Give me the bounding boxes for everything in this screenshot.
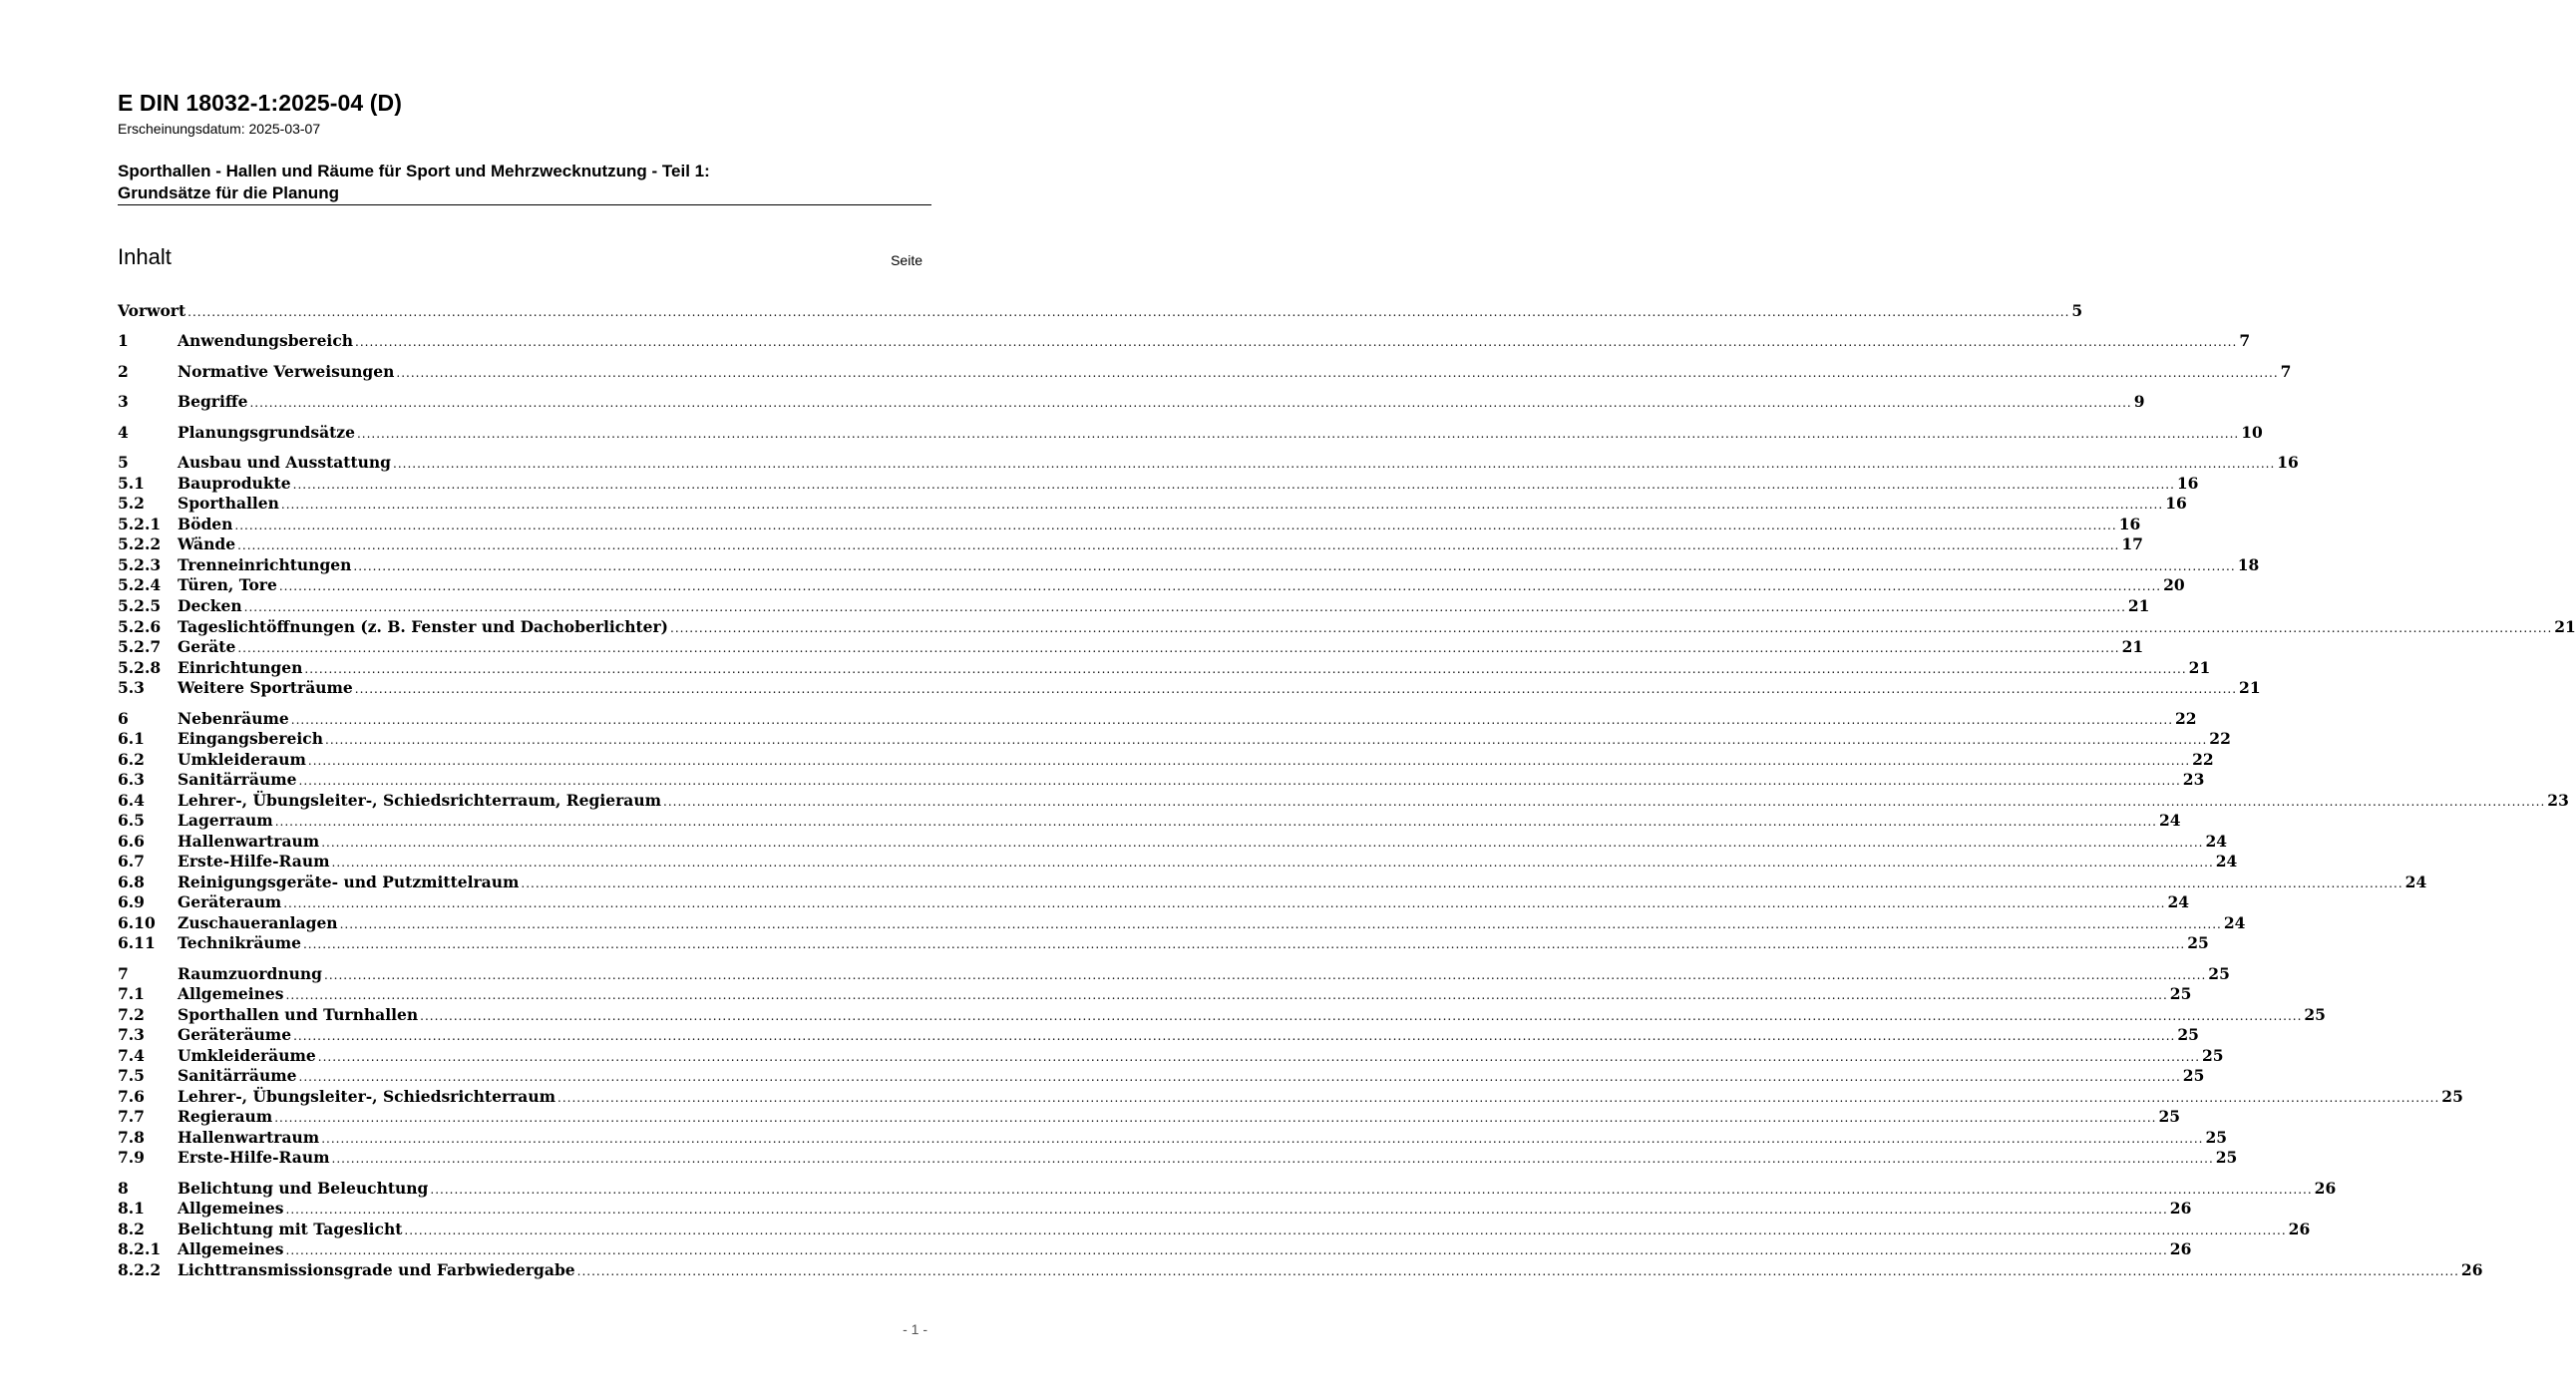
- toc-entry[interactable]: [118, 873, 2427, 892]
- toc-entry-page: 9: [2133, 392, 2145, 411]
- toc-entry-page: 16: [2118, 515, 2141, 533]
- toc-dot-leader: [286, 985, 2168, 1005]
- toc-entry-number: 8.1: [118, 1199, 145, 1218]
- toc-dot-leader: [404, 1221, 2286, 1240]
- toc-dot-leader: [324, 965, 2206, 985]
- toc-dot-leader: [357, 424, 2239, 444]
- toc-entry-title: Allgemeines: [178, 984, 284, 1003]
- toc-entry[interactable]: [118, 494, 2187, 514]
- toc-dot-leader: [332, 1149, 2214, 1169]
- toc-entry[interactable]: [118, 575, 2185, 595]
- document-title-line-1: Sporthallen - Hallen und Räume für Sport und Mehrzwecknutzung - Teil 1:: [118, 162, 710, 180]
- toc-entry-page: 24: [2158, 811, 2181, 830]
- toc-entry-number: 6: [118, 709, 129, 728]
- toc-entry-page: 24: [2215, 852, 2238, 871]
- toc-entry[interactable]: [118, 1005, 2326, 1025]
- toc-entry-number: 6.10: [118, 913, 156, 932]
- toc-entry-page: 26: [2314, 1179, 2337, 1198]
- toc-entry-title: Ausbau und Ausstattung: [178, 453, 391, 472]
- toc-dot-leader: [318, 1047, 2200, 1067]
- toc-entry[interactable]: [118, 770, 2205, 790]
- toc-entry-title: Sporthallen: [178, 494, 279, 513]
- toc-entry-page: 24: [2167, 892, 2190, 911]
- toc-entry[interactable]: [118, 750, 2214, 770]
- toc-entry[interactable]: [118, 913, 2246, 933]
- toc-entry[interactable]: [118, 1199, 2192, 1219]
- toc-entry[interactable]: [118, 453, 2299, 473]
- toc-entry-title: Lagerraum: [178, 811, 273, 830]
- toc-entry-number: 6.1: [118, 729, 145, 748]
- toc-entry-page: 16: [2277, 453, 2299, 472]
- toc-entry[interactable]: [118, 362, 2292, 382]
- toc-entry[interactable]: [118, 678, 2261, 698]
- toc-entry-page: 22: [2209, 729, 2231, 748]
- toc-entry-page: 26: [2169, 1239, 2192, 1258]
- publication-date: Erscheinungsdatum: 2025-03-07: [118, 121, 321, 137]
- toc-entry-number: 5.2.1: [118, 515, 162, 533]
- toc-entry[interactable]: [118, 658, 2211, 678]
- toc-entry-title: Technikräume: [178, 933, 301, 952]
- toc-dot-leader: [291, 710, 2173, 730]
- toc-entry-number: 4: [118, 423, 129, 442]
- toc-entry[interactable]: [118, 811, 2181, 831]
- toc-dot-leader: [340, 914, 2222, 934]
- toc-entry-number: 6.7: [118, 852, 145, 871]
- toc-entry-number: 7.1: [118, 984, 145, 1003]
- toc-entry-title: Raumzuordnung: [178, 964, 323, 983]
- toc-entry-title: Erste-Hilfe-Raum: [178, 1148, 330, 1167]
- toc-dot-leader: [237, 638, 2119, 658]
- toc-entry-page: 26: [2169, 1199, 2192, 1218]
- toc-entry-page: 22: [2175, 709, 2197, 728]
- toc-entry-page: 25: [2202, 1046, 2224, 1065]
- toc-entry[interactable]: [118, 1148, 2238, 1168]
- toc-entry-title: Einrichtungen: [178, 658, 303, 677]
- toc-dot-leader: [521, 874, 2402, 893]
- toc-entry-page: 26: [2288, 1220, 2311, 1238]
- toc-entry-title: Zuschaueranlagen: [178, 913, 338, 932]
- toc-entry-title: Umkleideraum: [178, 750, 306, 769]
- toc-entry-page: 21: [2239, 678, 2261, 697]
- toc-dot-leader: [281, 495, 2163, 515]
- toc-dot-leader: [286, 1200, 2168, 1220]
- toc-entry[interactable]: [118, 1239, 2192, 1259]
- toc-entry[interactable]: [118, 1179, 2337, 1199]
- toc-entry-page: 25: [2158, 1107, 2181, 1126]
- toc-heading: Inhalt: [118, 244, 172, 269]
- toc-entry-title: Eingangsbereich: [178, 729, 324, 748]
- toc-dot-leader: [234, 516, 2116, 535]
- toc-entry[interactable]: [118, 474, 2199, 494]
- toc-entry-number: 2: [118, 362, 129, 381]
- toc-dot-leader: [279, 576, 2161, 596]
- toc-entry-number: 5.2.6: [118, 617, 162, 636]
- toc-entry-title: Sanitärräume: [178, 770, 297, 789]
- toc-entry-number: 8.2.1: [118, 1239, 162, 1258]
- toc-entry[interactable]: [118, 1087, 2463, 1107]
- toc-entry-title: Geräteraum: [178, 892, 282, 911]
- toc-entry[interactable]: [118, 1066, 2205, 1086]
- toc-entry[interactable]: [118, 1107, 2181, 1127]
- toc-entry-number: 1: [118, 331, 129, 350]
- toc-entry-title: Normative Verweisungen: [178, 362, 395, 381]
- toc-dot-leader: [286, 1240, 2168, 1260]
- toc-entry-title: Begriffe: [178, 392, 248, 411]
- toc-dot-leader: [557, 1088, 2439, 1108]
- toc-entry[interactable]: [118, 791, 2569, 811]
- toc-entry-number: 5.2.7: [118, 637, 162, 656]
- toc-entry-page: 21: [2127, 596, 2150, 615]
- toc-entry-page: 23: [2182, 770, 2205, 789]
- toc-entry-number: 5.1: [118, 474, 145, 493]
- toc-entry-page: 7: [2280, 362, 2292, 381]
- toc-entry-number: 7: [118, 964, 129, 983]
- toc-dot-leader: [244, 597, 2126, 617]
- toc-entry-page: 25: [2182, 1066, 2205, 1085]
- toc-entry-number: 7.9: [118, 1148, 145, 1167]
- toc-entry-page: 25: [2187, 933, 2209, 952]
- toc-dot-leader: [321, 1129, 2203, 1149]
- toc-entry-number: 7.5: [118, 1066, 145, 1085]
- toc-entry-number: 7.7: [118, 1107, 145, 1126]
- toc-entry[interactable]: [118, 852, 2238, 872]
- toc-dot-leader: [274, 1108, 2156, 1128]
- toc-dot-leader: [355, 679, 2237, 699]
- toc-entry-number: 6.3: [118, 770, 145, 789]
- table-of-contents: [118, 0, 2576, 1399]
- toc-entry[interactable]: [118, 637, 2144, 657]
- toc-entry-page: 24: [2404, 873, 2427, 891]
- document-id: E DIN 18032-1:2025-04 (D): [118, 90, 403, 116]
- toc-entry[interactable]: [118, 596, 2150, 616]
- toc-entry[interactable]: [118, 331, 2251, 351]
- toc-entry-page: 22: [2192, 750, 2214, 769]
- toc-dot-leader: [187, 302, 2069, 322]
- toc-entry[interactable]: [118, 832, 2228, 852]
- toc-entry-title: Geräteräume: [178, 1025, 292, 1044]
- toc-entry-number: 7.8: [118, 1128, 145, 1147]
- toc-entry-page: 25: [2208, 964, 2230, 983]
- toc-entry-page: 26: [2460, 1260, 2483, 1279]
- toc-dot-leader: [321, 833, 2203, 853]
- toc-entry[interactable]: [118, 301, 2083, 321]
- toc-entry[interactable]: [118, 423, 2263, 443]
- toc-dot-leader: [237, 535, 2119, 555]
- toc-entry-page: 25: [2215, 1148, 2238, 1167]
- toc-dot-leader: [577, 1261, 2459, 1281]
- toc-entry-title: Tageslichtöffnungen (z. B. Fenster und Dachoberlichter): [178, 617, 668, 636]
- toc-entry-number: 8.2.2: [118, 1260, 162, 1279]
- toc-entry-page: 21: [2121, 637, 2144, 656]
- toc-dot-leader: [304, 659, 2186, 679]
- toc-entry-number: 7.2: [118, 1005, 145, 1024]
- toc-dot-leader: [249, 393, 2131, 413]
- toc-entry-page: 17: [2121, 534, 2143, 553]
- toc-entry-page: 16: [2165, 494, 2187, 513]
- toc-dot-leader: [325, 730, 2207, 750]
- toc-entry-number: 6.4: [118, 791, 145, 810]
- toc-entry[interactable]: [118, 617, 2576, 637]
- toc-entry-page: 10: [2241, 423, 2263, 442]
- toc-entry-title: Böden: [178, 515, 233, 533]
- toc-dot-leader: [283, 893, 2165, 913]
- toc-entry-number: 8.2: [118, 1220, 145, 1238]
- toc-entry-title: Hallenwartraum: [178, 832, 320, 851]
- toc-entry[interactable]: [118, 1025, 2199, 1045]
- toc-entry-title: Sporthallen und Turnhallen: [178, 1005, 419, 1024]
- toc-entry-title: Hallenwartraum: [178, 1128, 320, 1147]
- toc-entry-page: 7: [2239, 331, 2251, 350]
- toc-entry-number: 6.5: [118, 811, 145, 830]
- toc-entry[interactable]: [118, 515, 2141, 534]
- toc-entry-page: 20: [2163, 575, 2185, 594]
- toc-entry-title: Decken: [178, 596, 242, 615]
- toc-entry-page: 24: [2205, 832, 2228, 851]
- page-number: - 1 -: [903, 1321, 927, 1337]
- toc-entry-number: 3: [118, 392, 129, 411]
- toc-dot-leader: [355, 332, 2237, 352]
- toc-entry-page: 5: [2071, 301, 2083, 320]
- toc-entry[interactable]: [118, 984, 2192, 1004]
- toc-entry-number: 6.2: [118, 750, 145, 769]
- toc-entry-number: 7.3: [118, 1025, 145, 1044]
- toc-entry[interactable]: [118, 555, 2260, 575]
- toc-entry-title: Lehrer-, Übungsleiter-, Schiedsrichterraum: [178, 1087, 556, 1106]
- toc-entry-number: 5.2.2: [118, 534, 162, 553]
- toc-entry-number: 5.2.5: [118, 596, 162, 615]
- toc-entry[interactable]: [118, 1220, 2311, 1239]
- toc-dot-leader: [299, 771, 2181, 791]
- toc-entry-number: 6.6: [118, 832, 145, 851]
- toc-entry-number: 6.11: [118, 933, 156, 952]
- toc-entry-title: Lichttransmissionsgrade und Farbwiedergabe: [178, 1260, 575, 1279]
- toc-entry-page: 21: [2554, 617, 2576, 636]
- toc-entry-title: Weitere Sporträume: [178, 678, 353, 697]
- toc-dot-leader: [430, 1180, 2312, 1200]
- toc-entry-page: 25: [2205, 1128, 2228, 1147]
- toc-entry-number: 6.8: [118, 873, 145, 891]
- toc-entry-number: 7.4: [118, 1046, 145, 1065]
- toc-dot-leader: [299, 1067, 2181, 1087]
- toc-entry-number: 5: [118, 453, 129, 472]
- toc-dot-leader: [275, 812, 2157, 832]
- toc-entry-title: Geräte: [178, 637, 236, 656]
- toc-dot-leader: [293, 1026, 2175, 1046]
- toc-dot-leader: [308, 751, 2190, 771]
- toc-entry-page: 25: [2177, 1025, 2199, 1044]
- toc-entry-title: Regieraum: [178, 1107, 273, 1126]
- toc-entry-title: Vorwort: [118, 301, 186, 320]
- document-title-line-2: Grundsätze für die Planung: [118, 183, 339, 202]
- toc-entry-page: 25: [2169, 984, 2192, 1003]
- toc-dot-leader: [663, 792, 2545, 812]
- toc-entry-title: Belichtung und Beleuchtung: [178, 1179, 429, 1198]
- toc-dot-leader: [353, 556, 2235, 576]
- toc-entry-title: Sanitärräume: [178, 1066, 297, 1085]
- toc-entry-title: Planungsgrundsätze: [178, 423, 355, 442]
- toc-entry-title: Allgemeines: [178, 1199, 284, 1218]
- toc-entry[interactable]: [118, 1046, 2224, 1066]
- toc-entry[interactable]: [118, 729, 2231, 749]
- toc-entry-page: 25: [2441, 1087, 2463, 1106]
- toc-entry[interactable]: [118, 534, 2143, 554]
- toc-entry-title: Bauprodukte: [178, 474, 291, 493]
- toc-entry-number: 8: [118, 1179, 129, 1198]
- toc-entry-page: 21: [2188, 658, 2211, 677]
- toc-entry-title: Nebenräume: [178, 709, 289, 728]
- toc-entry-title: Anwendungsbereich: [178, 331, 354, 350]
- toc-dot-leader: [293, 475, 2175, 495]
- toc-dot-leader: [670, 618, 2552, 638]
- toc-entry-number: 5.3: [118, 678, 145, 697]
- toc-dot-leader: [303, 934, 2185, 954]
- toc-entry-page: 16: [2176, 474, 2199, 493]
- toc-entry-title: Trenneinrichtungen: [178, 555, 352, 574]
- toc-entry-title: Türen, Tore: [178, 575, 277, 594]
- toc-entry-title: Reinigungsgeräte- und Putzmittelraum: [178, 873, 520, 891]
- toc-entry[interactable]: [118, 964, 2230, 984]
- toc-entry-title: Erste-Hilfe-Raum: [178, 852, 330, 871]
- toc-entry-title: Allgemeines: [178, 1239, 284, 1258]
- toc-dot-leader: [420, 1006, 2302, 1026]
- toc-entry[interactable]: [118, 1260, 2483, 1280]
- toc-dot-leader: [332, 853, 2214, 873]
- toc-entry-title: Wände: [178, 534, 236, 553]
- toc-entry-number: 5.2.3: [118, 555, 162, 574]
- page-column-label: Seite: [891, 252, 922, 268]
- toc-entry-number: 6.9: [118, 892, 145, 911]
- toc-entry-number: 5.2: [118, 494, 145, 513]
- toc-entry[interactable]: [118, 892, 2190, 912]
- toc-entry-page: 25: [2304, 1005, 2326, 1024]
- toc-entry[interactable]: [118, 933, 2209, 953]
- toc-entry-page: 24: [2223, 913, 2246, 932]
- toc-entry[interactable]: [118, 1128, 2228, 1148]
- toc-entry-number: 5.2.4: [118, 575, 162, 594]
- toc-entry-title: Umkleideräume: [178, 1046, 316, 1065]
- toc-dot-leader: [393, 454, 2275, 474]
- toc-entry-page: 23: [2547, 791, 2569, 810]
- toc-entry-title: Belichtung mit Tageslicht: [178, 1220, 403, 1238]
- toc-entry-page: 18: [2237, 555, 2260, 574]
- toc-entry[interactable]: [118, 392, 2145, 412]
- toc-entry[interactable]: [118, 709, 2197, 729]
- toc-entry-number: 5.2.8: [118, 658, 162, 677]
- toc-entry-number: 7.6: [118, 1087, 145, 1106]
- toc-entry-title: Lehrer-, Übungsleiter-, Schiedsrichterraum, Regieraum: [178, 791, 662, 810]
- toc-dot-leader: [396, 363, 2278, 383]
